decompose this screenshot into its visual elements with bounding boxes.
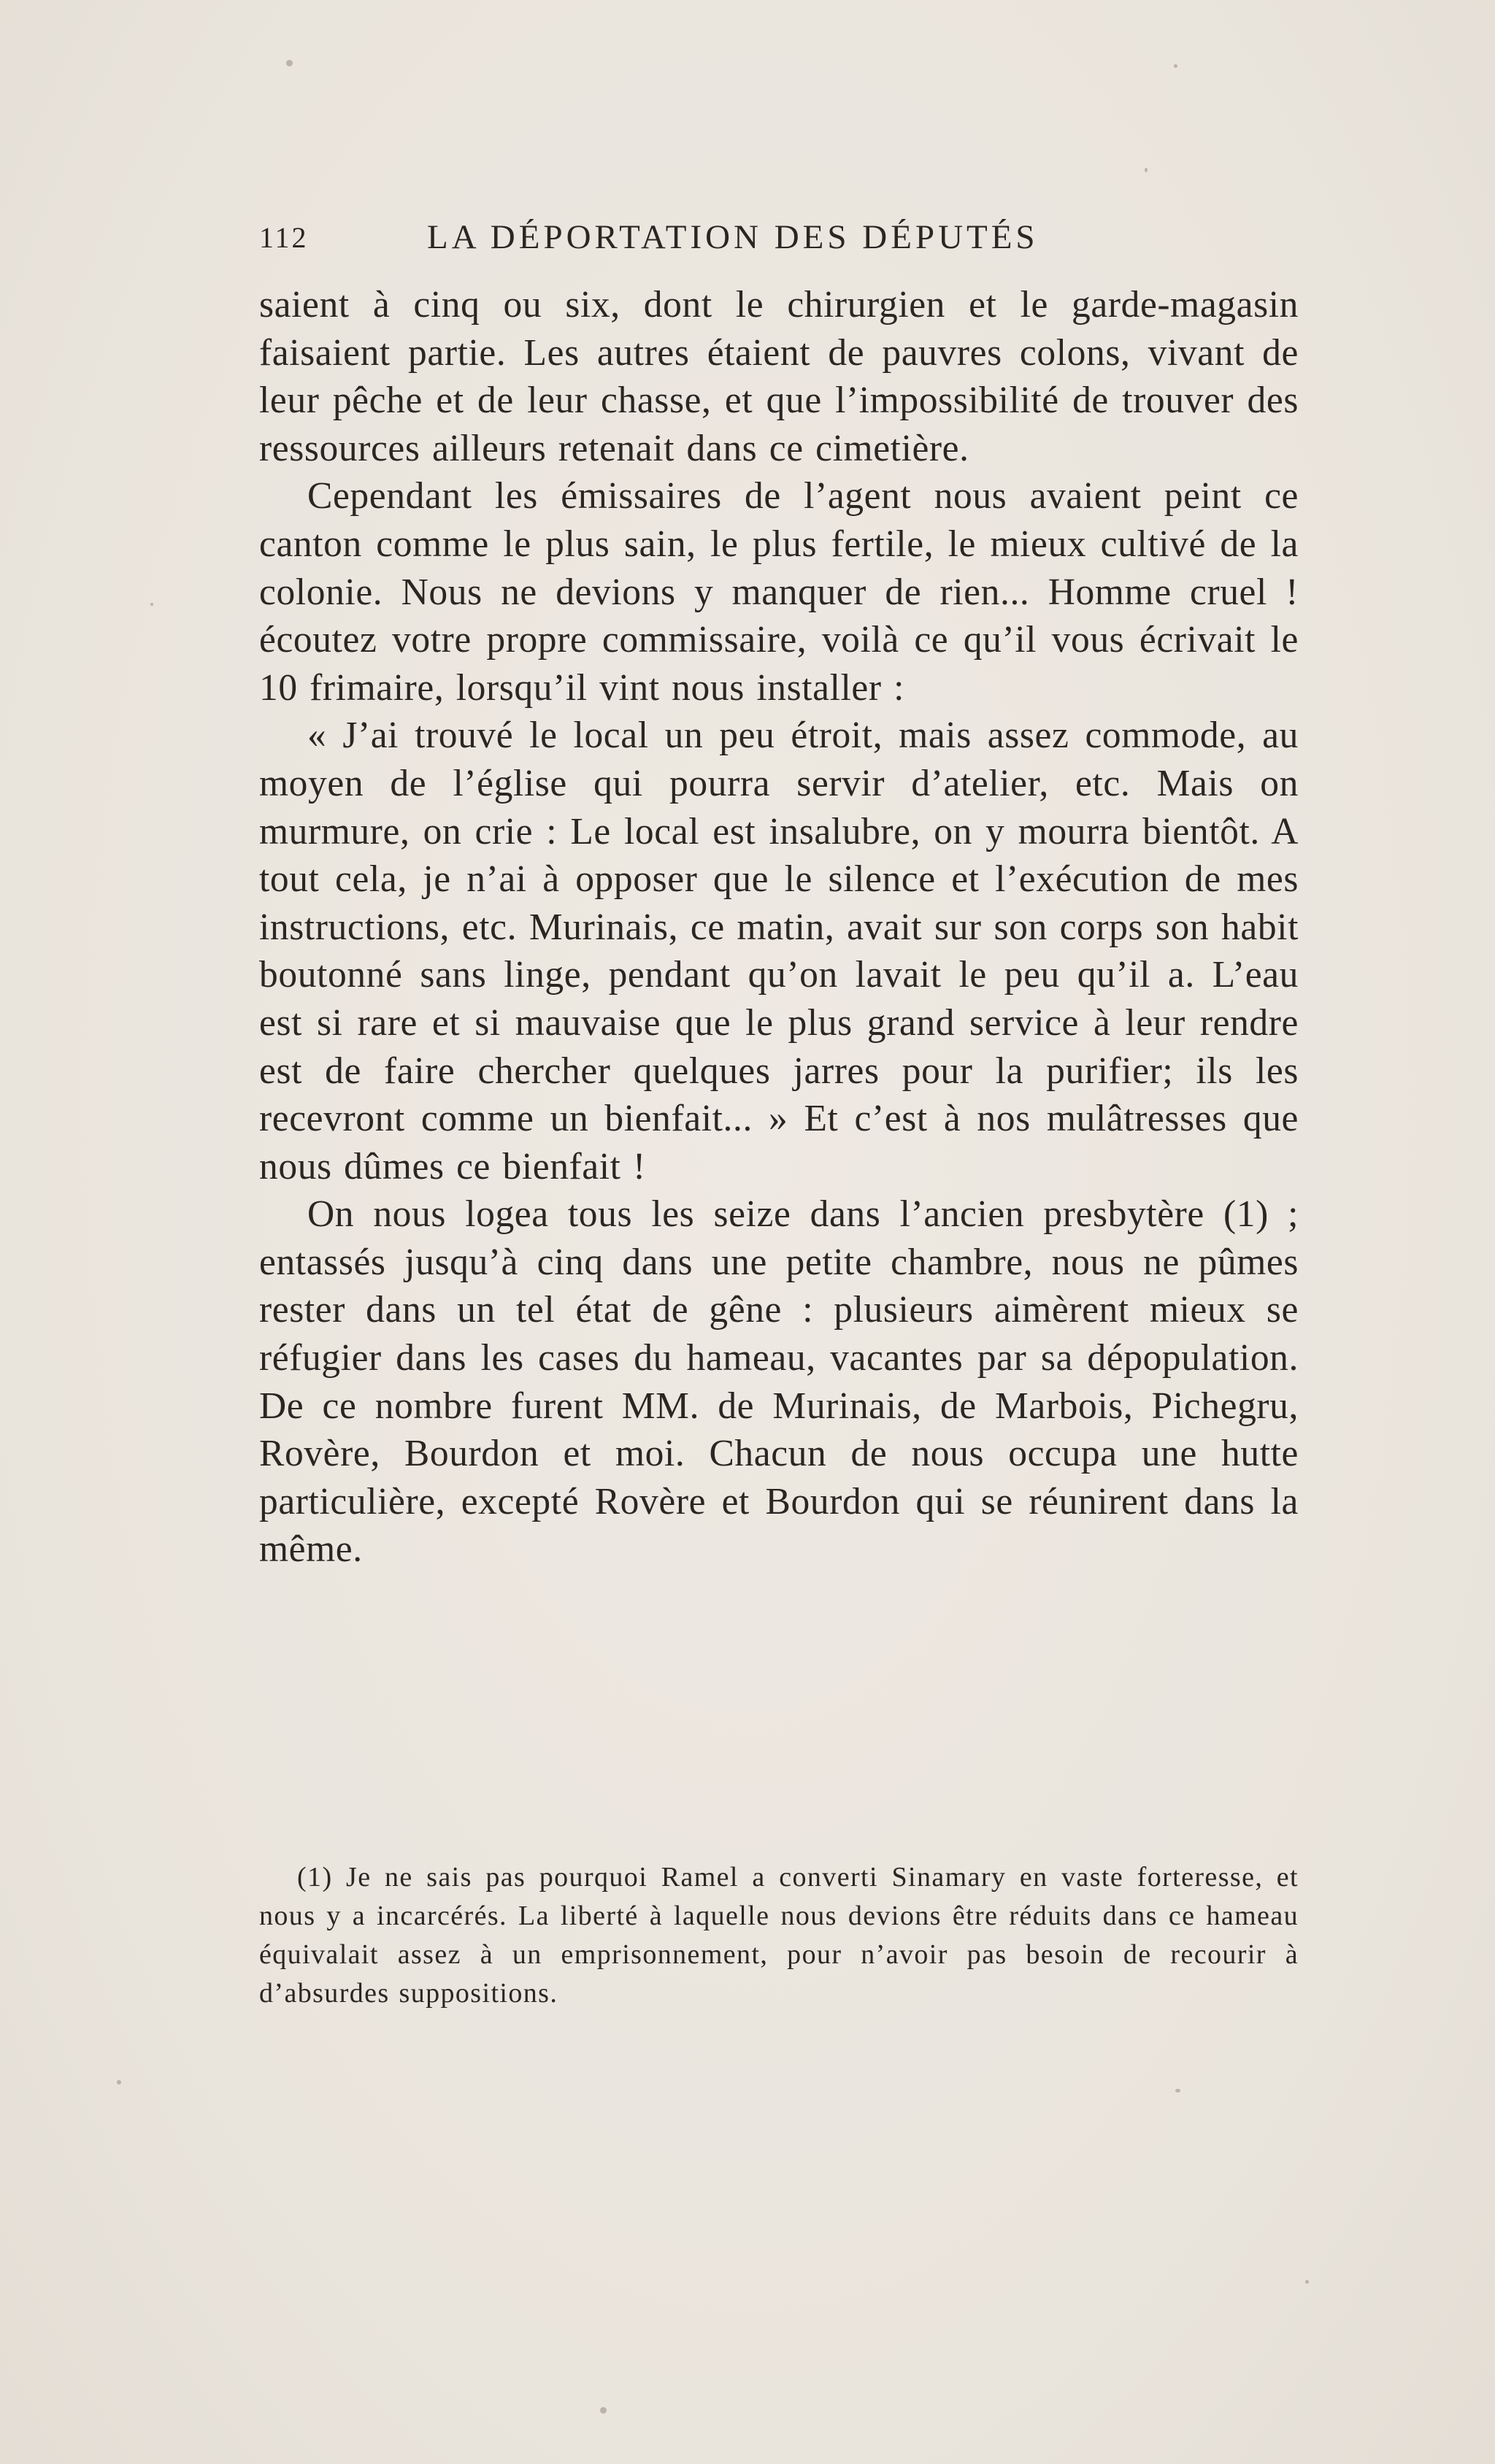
paper-speck bbox=[1305, 2280, 1309, 2284]
paper-speck bbox=[600, 2407, 607, 2414]
paper-speck bbox=[117, 2080, 121, 2084]
footnote: (1) Je ne sais pas pourquoi Ramel a converti Sinamary en vaste forteresse, et nous y a incarcérés. La liberté à laquelle nous devions être réduits dans ce hameau équivalait assez à un emprisonnement, pour n’avoir pas besoin de recourir à d’absurdes suppositions. bbox=[259, 1862, 1299, 2009]
paragraph-3-quotation: « J’ai trouvé le local un peu étroit, mais assez commode, au moyen de l’église qui pourra servir d’atelier, etc. Mais on murmure, on crie : Le local est insalubre, on y mourra bientôt. A tout cela, je n’ai à opposer que le silence et l’exécution de mes instructions, etc. Murinais, ce matin, avait sur son corps son habit boutonné sans linge, pendant qu’on lavait le peu qu’il a. L’eau est si rare et si mauvaise que le plus grand service à leur rendre est de faire chercher quelques jarres pour la purifier; ils les recevront comme un bienfait... » Et c’est à nos mulâtresses que nous dûmes ce bienfait ! bbox=[259, 715, 1299, 1187]
paper-speck bbox=[1145, 168, 1148, 172]
paragraph-4: On nous logea tous les seize dans l’ancien presbytère (1) ; entassés jusqu’à cinq dans une petite chambre, nous ne pûmes rester dans un tel état de gêne : plusieurs aimèrent mieux se réfugier dans les cases du hameau, vacantes par sa dépopulation. De ce nombre furent MM. de Murinais, de Marbois, Pichegru, Rovère, Bourdon et moi. Chacun de nous occupa une hutte particulière, excepté Rovère et Bourdon qui se réunirent dans la même. bbox=[259, 1193, 1299, 1571]
paper-speck bbox=[286, 60, 293, 66]
page-number: 112 bbox=[259, 221, 309, 254]
body-text bbox=[259, 281, 1299, 1574]
paragraph-2: Cependant les émissaires de l’agent nous avaient peint ce canton comme le plus sain, le plus fertile, le mieux cultivé de la colonie. Nous ne devions y manquer de rien... Homme cruel ! écoutez votre propre commissaire, voilà ce qu’il vous écrivait le 10 frimaire, lorsqu’il vint nous installer : bbox=[259, 475, 1299, 709]
paper-speck bbox=[150, 603, 153, 606]
page-header bbox=[259, 217, 1128, 261]
paper-speck bbox=[1175, 2089, 1180, 2093]
running-title: LA DÉPORTATION DES DÉPUTÉS bbox=[427, 218, 1039, 256]
paragraph-1: saient à cinq ou six, dont le chirurgien et le garde-magasin faisaient partie. Les autres étaient de pauvres colons, vivant de leur pêche et de leur chasse, et que l’impossibilité de trouver des ressources ailleurs retenait dans ce cimetière. bbox=[259, 284, 1299, 469]
paper-speck bbox=[1174, 64, 1177, 68]
